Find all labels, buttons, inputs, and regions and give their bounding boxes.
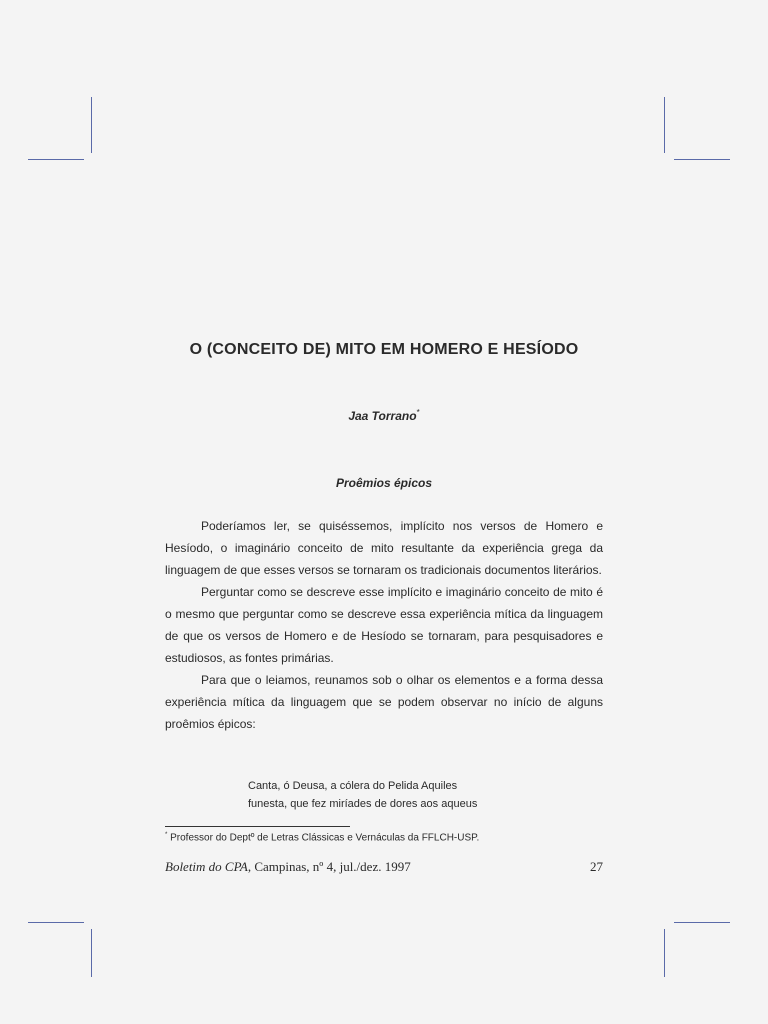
page-number: 27	[590, 859, 603, 874]
journal-details: , Campinas, nº 4, jul./dez. 1997	[247, 859, 411, 874]
paragraph: Para que o leiamos, reunamos sob o olhar os elementos e a forma dessa experiência mítica da linguagem que se podem observar no início de alguns proêmios épicos:	[165, 673, 603, 731]
verse-quote	[248, 777, 477, 813]
author-line	[0, 408, 768, 423]
crop-mark-bottom-left-horizontal	[28, 922, 84, 923]
author-name: Jaa Torrano	[348, 409, 417, 423]
journal-name: Boletim do CPA	[165, 859, 248, 874]
footnote	[165, 832, 479, 843]
article-title: O (CONCEITO DE) MITO EM HOMERO E HESÍODO	[189, 341, 579, 358]
footnote-separator	[165, 826, 350, 827]
footnote-text: Professor do Deptº de Letras Clássicas e Vernáculas da FFLCH-USP.	[170, 832, 480, 844]
author-footnote-mark: *	[416, 408, 420, 417]
body-text	[165, 515, 603, 735]
footnote-mark: *	[165, 832, 168, 838]
verse-line: funesta, que fez miríades de dores aos aqueus	[248, 798, 478, 810]
crop-mark-top-right-vertical	[664, 97, 665, 153]
crop-mark-top-left-horizontal	[28, 159, 84, 160]
running-footer	[165, 859, 411, 875]
paragraph: Poderíamos ler, se quiséssemos, implícito nos versos de Homero e Hesíodo, o imaginário conceito de mito resultante da experiência grega da linguagem de que esses versos se tornaram os tradicionais documentos literários.	[165, 519, 603, 577]
section-heading: Proêmios épicos	[335, 476, 433, 490]
verse-line: Canta, ó Deusa, a cólera do Pelida Aquiles	[248, 780, 458, 792]
crop-mark-top-right-horizontal	[674, 159, 730, 160]
crop-mark-bottom-right-horizontal	[674, 922, 730, 923]
paragraph: Perguntar como se descreve esse implícito e imaginário conceito de mito é o mesmo que perguntar como se descreve essa experiência mítica da linguagem de que os versos de Homero e de Hesíodo se tornaram, para pesquisadores e estudiosos, as fontes primárias.	[165, 585, 603, 665]
crop-mark-top-left-vertical	[91, 97, 92, 153]
crop-mark-bottom-right-vertical	[664, 929, 665, 977]
crop-mark-bottom-left-vertical	[91, 929, 92, 977]
